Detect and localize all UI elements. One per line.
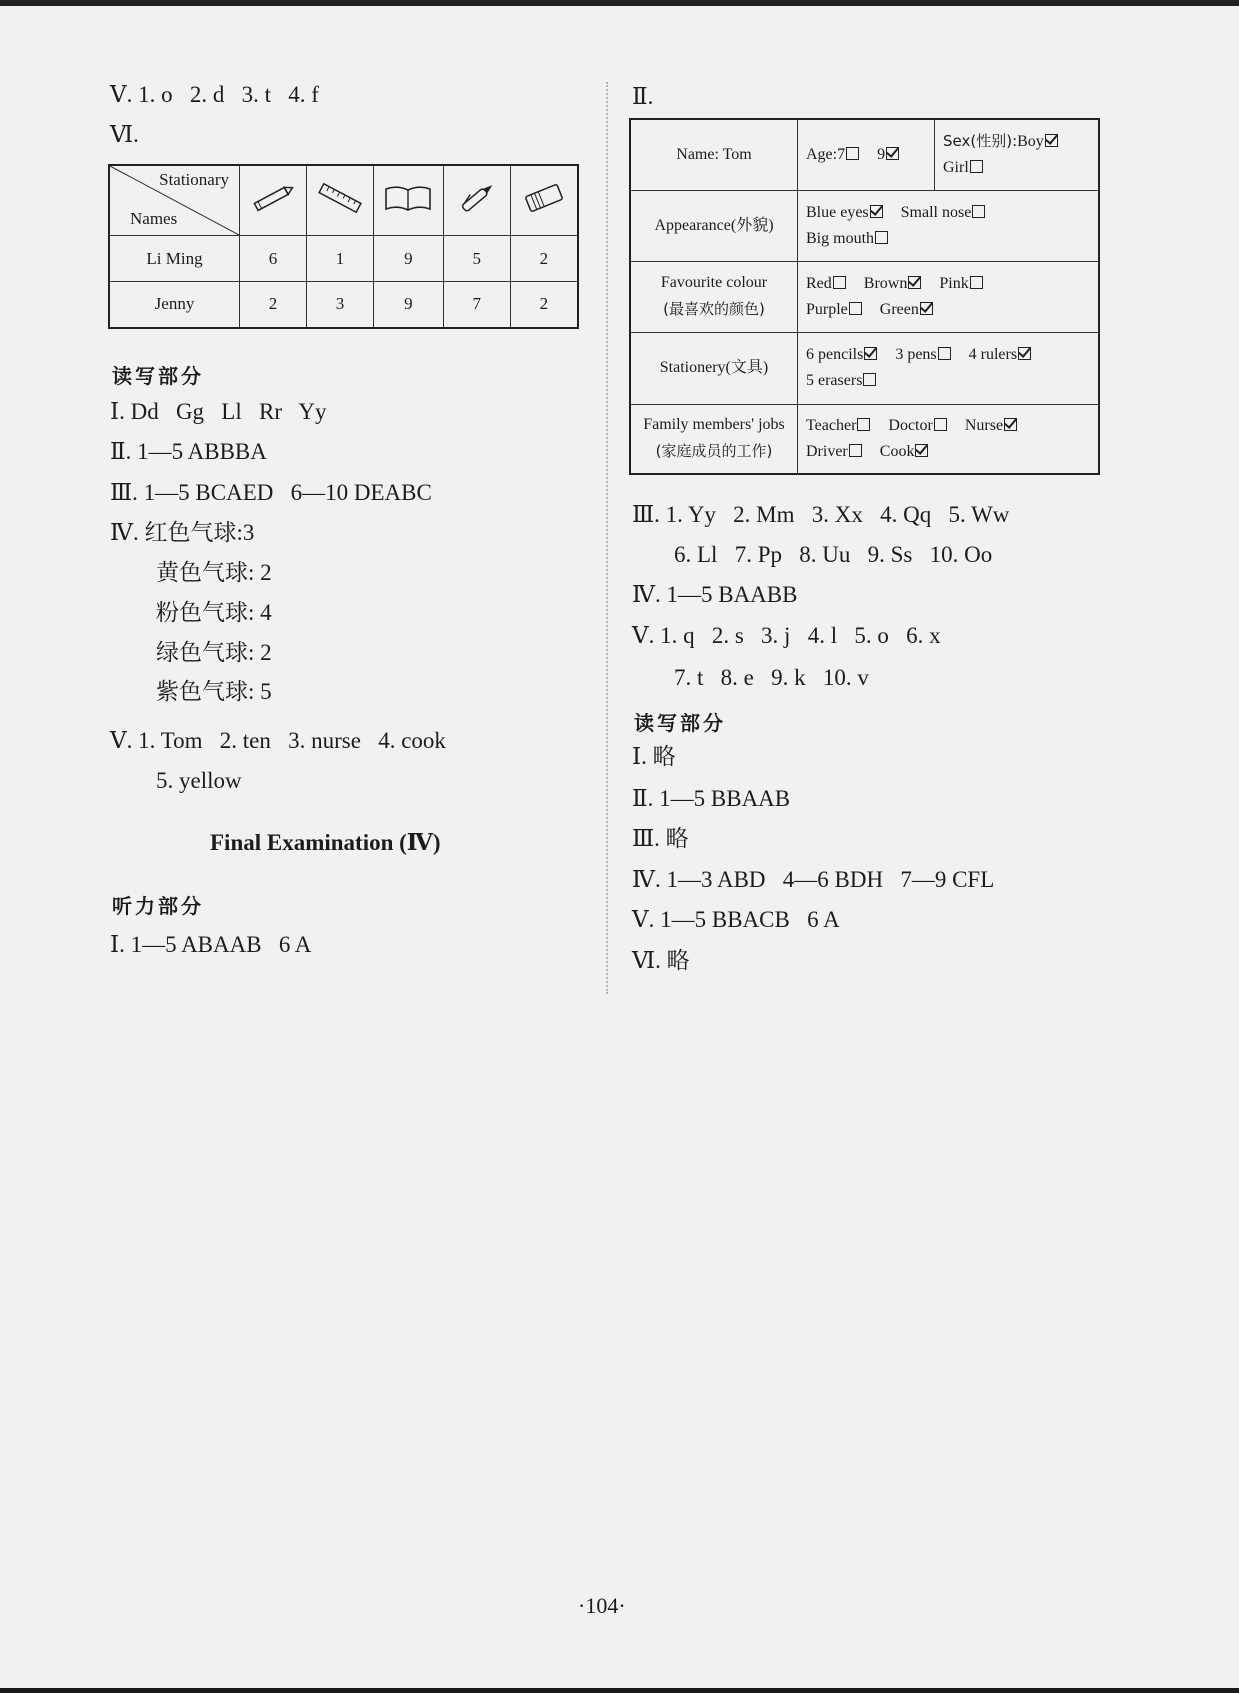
colour-purple: Purple [806,300,848,318]
row-name: Li Ming [109,236,240,282]
job-nurse: Nurse [964,416,1004,434]
answer-line: 粉色气球: 4 [156,600,272,625]
answer-line: Ⅲ. 略 [632,826,689,851]
answer-line: 7. t 8. e 9. k 10. v [674,665,869,690]
family-jobs-en: Family members' jobs [643,416,785,434]
blue-eyes: Blue eyes [806,203,869,221]
answer-line: 绿色气球: 2 [156,640,272,665]
checkbox-blue-eyes-checked [870,205,883,218]
age-option-9: 9 [877,145,886,163]
eraser-icon [510,165,578,236]
job-doctor: Doctor [888,416,933,434]
cell-value: 9 [374,282,444,328]
jobs-options [798,404,1100,474]
cell-value: 2 [510,236,578,282]
checkbox-pens [938,347,951,360]
section-reading-writing-right: 读写部分 [634,711,726,735]
checkbox-driver [849,444,862,457]
answer-line: Ⅱ. 1—5 BBAAB [632,786,791,811]
pencil-icon [240,165,307,236]
checkbox-brown-checked [908,276,921,289]
bottom-edge [0,1688,1239,1693]
cell-value: 6 [240,236,307,282]
table-corner-cell [109,165,240,236]
favourite-colour-en: Favourite colour [660,274,768,291]
ruler-icon [307,165,374,236]
favourite-colour-zh: (最喜欢的颜色) [663,300,765,318]
four-rulers: 4 rulers [968,346,1018,363]
answer-line: Ⅴ. 1. Tom 2. ten 3. nurse 4. cook [110,728,446,753]
stationery-options [798,332,1100,404]
checkbox-girl [970,160,983,173]
job-driver: Driver [806,442,848,460]
sex-boy: Boy [1017,133,1044,151]
checkbox-purple [849,302,862,315]
appearance-label [630,190,798,261]
five-erasers: 5 erasers [806,372,863,389]
answer-line: 黄色气球: 2 [156,560,272,585]
answer-line: Ⅱ. 1—5 ABBBA [110,439,267,464]
checkbox-boy-checked [1045,134,1058,147]
corner-label-names: Names [130,209,178,228]
colour-options [798,261,1100,332]
checkbox-pink [970,276,983,289]
big-mouth: Big mouth [806,229,875,247]
answer-line: Ⅴ. 1—5 BBACB 6 A [632,907,840,932]
checkbox-erasers [863,373,876,386]
six-pencils: 6 pencils [806,346,864,363]
checkbox-small-nose [972,205,985,218]
answer-line: Ⅳ. 1—5 BAABB [632,582,798,607]
checkbox-big-mouth [875,231,888,244]
age-option-7: 7 [837,145,846,163]
cell-value: 9 [374,236,444,282]
appearance-text: Appearance(外貌) [654,216,774,234]
appearance-options [798,190,1100,261]
three-pens: 3 pens [895,346,937,363]
pen-icon [443,165,510,236]
column-divider [606,82,608,994]
age-label: Age: [806,145,838,163]
checkbox-age-7 [846,147,859,160]
answer-line: Ⅲ. 1. Yy 2. Mm 3. Xx 4. Qq 5. Ww [632,502,1010,527]
family-jobs-zh: (家庭成员的工作) [655,442,773,461]
answer-ii-label: Ⅱ. [632,84,654,109]
final-exam-title: Final Examination (Ⅳ) [210,830,441,855]
answer-line: Ⅳ. 红色气球:3 [110,520,255,545]
top-edge [0,0,1239,6]
checkbox-doctor [934,418,947,431]
answer-v-letters: Ⅴ. 1. o 2. d 3. t 4. f [110,82,319,107]
stationery-table [108,164,579,329]
row-name: Jenny [109,282,240,328]
answer-vi-label: Ⅵ. [110,122,139,147]
colour-green: Green [879,300,919,318]
checkbox-rulers-checked [1018,347,1031,360]
cell-value: 3 [307,282,374,328]
colour-brown: Brown [863,274,908,292]
answer-line: Ⅴ. 1. q 2. s 3. j 4. l 5. o 6. x [632,623,941,648]
family-jobs-label [630,404,798,474]
checkbox-cook-checked [915,444,928,457]
cell-value: 2 [240,282,307,328]
section-listening: 听力部分 [112,894,204,918]
checkbox-nurse-checked [1004,418,1017,431]
answer-line: Ⅳ. 1—3 ABD 4—6 BDH 7—9 CFL [632,867,995,892]
sex-girl: Girl [943,159,969,177]
answer-line: Ⅰ. 1—5 ABAAB 6 A [110,932,312,957]
stationery-label [630,332,798,404]
book-icon [374,165,444,236]
corner-label-stationary: Stationary [159,170,229,189]
checkbox-pencils-checked [864,347,877,360]
answer-line: Ⅰ. 略 [632,744,676,769]
table-row [109,236,578,282]
answer-line: Ⅵ. 略 [632,948,690,973]
small-nose: Small nose [900,203,972,221]
job-cook: Cook [879,442,915,460]
answer-line: 6. Ll 7. Pp 8. Uu 9. Ss 10. Oo [674,542,993,567]
cell-value: 1 [307,236,374,282]
age-cell [798,119,935,190]
cell-value: 2 [510,282,578,328]
sex-cell [935,119,1100,190]
sex-label: Sex(性别): [943,132,1018,151]
section-reading-writing: 读写部分 [112,364,204,388]
tom-profile-table [629,118,1100,475]
stationery-text: Stationery(文具) [659,359,769,376]
checkbox-teacher [857,418,870,431]
name-cell: Name: Tom [630,119,798,190]
cell-value: 5 [443,236,510,282]
favourite-colour-label [630,261,798,332]
table-row [109,282,578,328]
page-number: ·104· [578,1593,626,1618]
checkbox-green-checked [920,302,933,315]
cell-value: 7 [443,282,510,328]
checkbox-red [833,276,846,289]
answer-line: Ⅰ. Dd Gg Ll Rr Yy [110,399,327,424]
colour-pink: Pink [939,274,969,292]
job-teacher: Teacher [806,416,857,434]
answer-line: 紫色气球: 5 [156,679,272,704]
colour-red: Red [806,274,832,292]
answer-line: 5. yellow [156,768,242,793]
checkbox-age-9-checked [886,147,899,160]
answer-line: Ⅲ. 1—5 BCAED 6—10 DEABC [110,480,432,505]
